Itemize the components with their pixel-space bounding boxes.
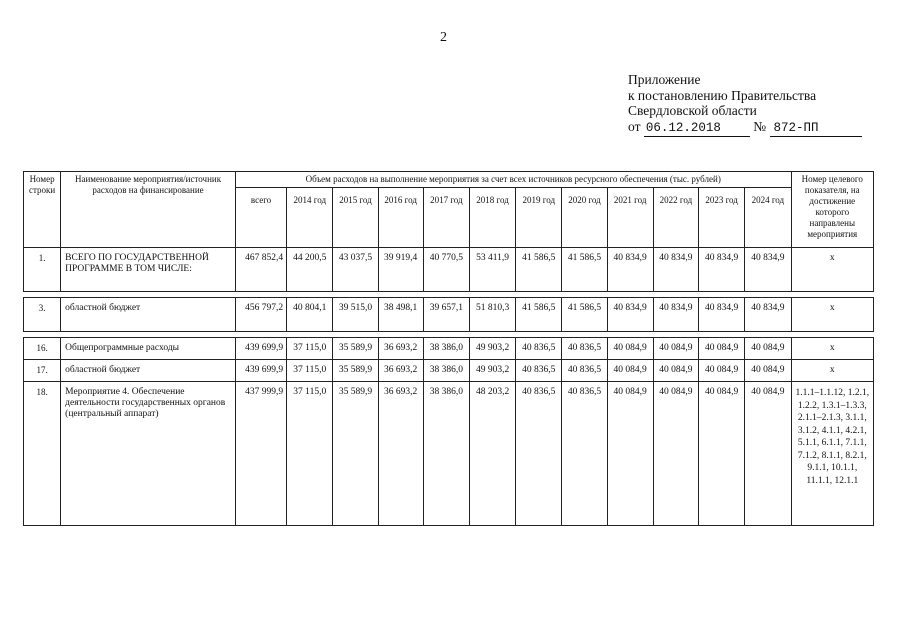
value-cell: 40 084,9 (698, 360, 744, 382)
value-cell: 40 084,9 (653, 382, 698, 526)
value-total: 439 699,9 (235, 360, 286, 382)
row-name: Общепрограммные расходы (61, 338, 236, 360)
row-number: 3. (24, 298, 61, 332)
value-cell: 49 903,2 (469, 360, 515, 382)
target-indicator: x (791, 360, 873, 382)
page-number: 2 (440, 30, 447, 45)
value-cell: 40 084,9 (653, 338, 698, 360)
appendix-title: Приложение (628, 72, 701, 87)
value-cell: 35 589,9 (333, 360, 378, 382)
value-cell: 40 084,9 (607, 382, 653, 526)
value-total: 439 699,9 (235, 338, 286, 360)
value-cell: 40 834,9 (745, 248, 791, 292)
value-cell: 40 084,9 (653, 360, 698, 382)
table-row (24, 298, 874, 332)
from-label: от (628, 118, 641, 134)
value-cell: 38 386,0 (423, 338, 469, 360)
row-name: Мероприятие 4. Обеспечение деятельности государственных органов (центральный аппарат) (61, 382, 236, 526)
value-cell: 41 586,5 (516, 298, 562, 332)
value-cell: 36 693,2 (378, 338, 423, 360)
value-cell: 40 084,9 (607, 338, 653, 360)
target-indicator: 1.1.1–1.1.12, 1.2.1, 1.2.2, 1.3.1–1.3.3, 2.1.1–2.1.3, 3.1.1, 3.1.2, 4.1.1, 4.2.1, 5.1.1, 6.1.1, 7.1.1, 7.1.2, 8.1.1, 8.2.1, 9.1.1, 10.1.1, 11.1.1, 12.1.1 (791, 382, 873, 526)
value-cell: 38 386,0 (423, 360, 469, 382)
table-row (24, 382, 874, 526)
value-cell: 37 115,0 (287, 338, 333, 360)
value-cell: 35 589,9 (333, 338, 378, 360)
value-cell: 40 834,9 (698, 248, 744, 292)
row-number: 16. (24, 338, 61, 360)
value-cell: 40 836,5 (516, 360, 562, 382)
row-name: областной бюджет (61, 298, 236, 332)
header-volume: Объем расходов на выполнение мероприятия за счет всех источников ресурсного обеспечения (тыс. рублей) (235, 172, 791, 188)
value-total: 437 999,9 (235, 382, 286, 526)
target-indicator: x (791, 298, 873, 332)
value-cell: 40 084,9 (745, 382, 791, 526)
value-cell: 40 836,5 (562, 338, 607, 360)
table-row (24, 360, 874, 382)
budget-table (23, 171, 874, 526)
value-cell: 38 498,1 (378, 298, 423, 332)
value-cell: 41 586,5 (516, 248, 562, 292)
appendix-date-line (628, 119, 862, 138)
value-cell: 40 834,9 (653, 248, 698, 292)
number-sign: № (753, 118, 767, 134)
value-cell: 39 919,4 (378, 248, 423, 292)
header-year: 2016 год (378, 188, 423, 248)
appendix-region: Свердловской области (628, 103, 757, 118)
value-cell: 40 836,5 (562, 360, 607, 382)
value-cell: 37 115,0 (287, 360, 333, 382)
resolution-date: 06.12.2018 (644, 121, 750, 138)
value-cell: 35 589,9 (333, 382, 378, 526)
value-cell: 40 836,5 (562, 382, 607, 526)
value-cell: 40 834,9 (607, 298, 653, 332)
header-year: 2022 год (653, 188, 698, 248)
header-year: 2015 год (333, 188, 378, 248)
value-cell: 51 810,3 (469, 298, 515, 332)
appendix-resolution: к постановлению Правительства (628, 87, 817, 103)
header-year: 2021 год (607, 188, 653, 248)
value-cell: 40 834,9 (745, 298, 791, 332)
value-cell: 40 836,5 (516, 382, 562, 526)
value-cell: 40 084,9 (745, 360, 791, 382)
target-indicator: x (791, 248, 873, 292)
table-row (24, 338, 874, 360)
value-cell: 41 586,5 (562, 248, 607, 292)
row-name: областной бюджет (61, 360, 236, 382)
header-year: 2023 год (698, 188, 744, 248)
header-year: 2024 год (745, 188, 791, 248)
header-row-number: Номер строки (24, 172, 61, 248)
header-target: Номер целевого показателя, на достижение которого направлены мероприятия (791, 172, 873, 248)
value-cell: 36 693,2 (378, 382, 423, 526)
appendix-header (628, 72, 862, 137)
value-cell: 38 386,0 (423, 382, 469, 526)
row-number: 18. (24, 382, 61, 526)
header-total: всего (235, 188, 286, 248)
value-cell: 40 084,9 (698, 382, 744, 526)
row-number: 17. (24, 360, 61, 382)
value-cell: 40 770,5 (423, 248, 469, 292)
value-cell: 39 515,0 (333, 298, 378, 332)
value-cell: 40 834,9 (698, 298, 744, 332)
value-cell: 40 084,9 (745, 338, 791, 360)
table-row (24, 248, 874, 292)
value-total: 467 852,4 (235, 248, 286, 292)
row-name: ВСЕГО ПО ГОСУДАРСТВЕННОЙ ПРОГРАММЕ В ТОМ ЧИСЛЕ: (61, 248, 236, 292)
value-cell: 43 037,5 (333, 248, 378, 292)
value-cell: 40 834,9 (607, 248, 653, 292)
header-row-1 (24, 172, 874, 188)
header-year: 2019 год (516, 188, 562, 248)
value-cell: 40 834,9 (653, 298, 698, 332)
value-cell: 36 693,2 (378, 360, 423, 382)
value-cell: 53 411,9 (469, 248, 515, 292)
value-cell: 40 084,9 (698, 338, 744, 360)
value-cell: 40 836,5 (516, 338, 562, 360)
value-cell: 40 804,1 (287, 298, 333, 332)
value-cell: 44 200,5 (287, 248, 333, 292)
header-year: 2020 год (562, 188, 607, 248)
resolution-number: 872-ПП (770, 121, 862, 138)
header-name: Наименование мероприятия/источник расходов на финансирование (61, 172, 236, 248)
value-cell: 37 115,0 (287, 382, 333, 526)
header-year: 2018 год (469, 188, 515, 248)
value-cell: 39 657,1 (423, 298, 469, 332)
header-year: 2014 год (287, 188, 333, 248)
value-cell: 48 203,2 (469, 382, 515, 526)
value-cell: 40 084,9 (607, 360, 653, 382)
target-indicator: x (791, 338, 873, 360)
row-number: 1. (24, 248, 61, 292)
header-year: 2017 год (423, 188, 469, 248)
value-cell: 49 903,2 (469, 338, 515, 360)
value-cell: 41 586,5 (562, 298, 607, 332)
value-total: 456 797,2 (235, 298, 286, 332)
